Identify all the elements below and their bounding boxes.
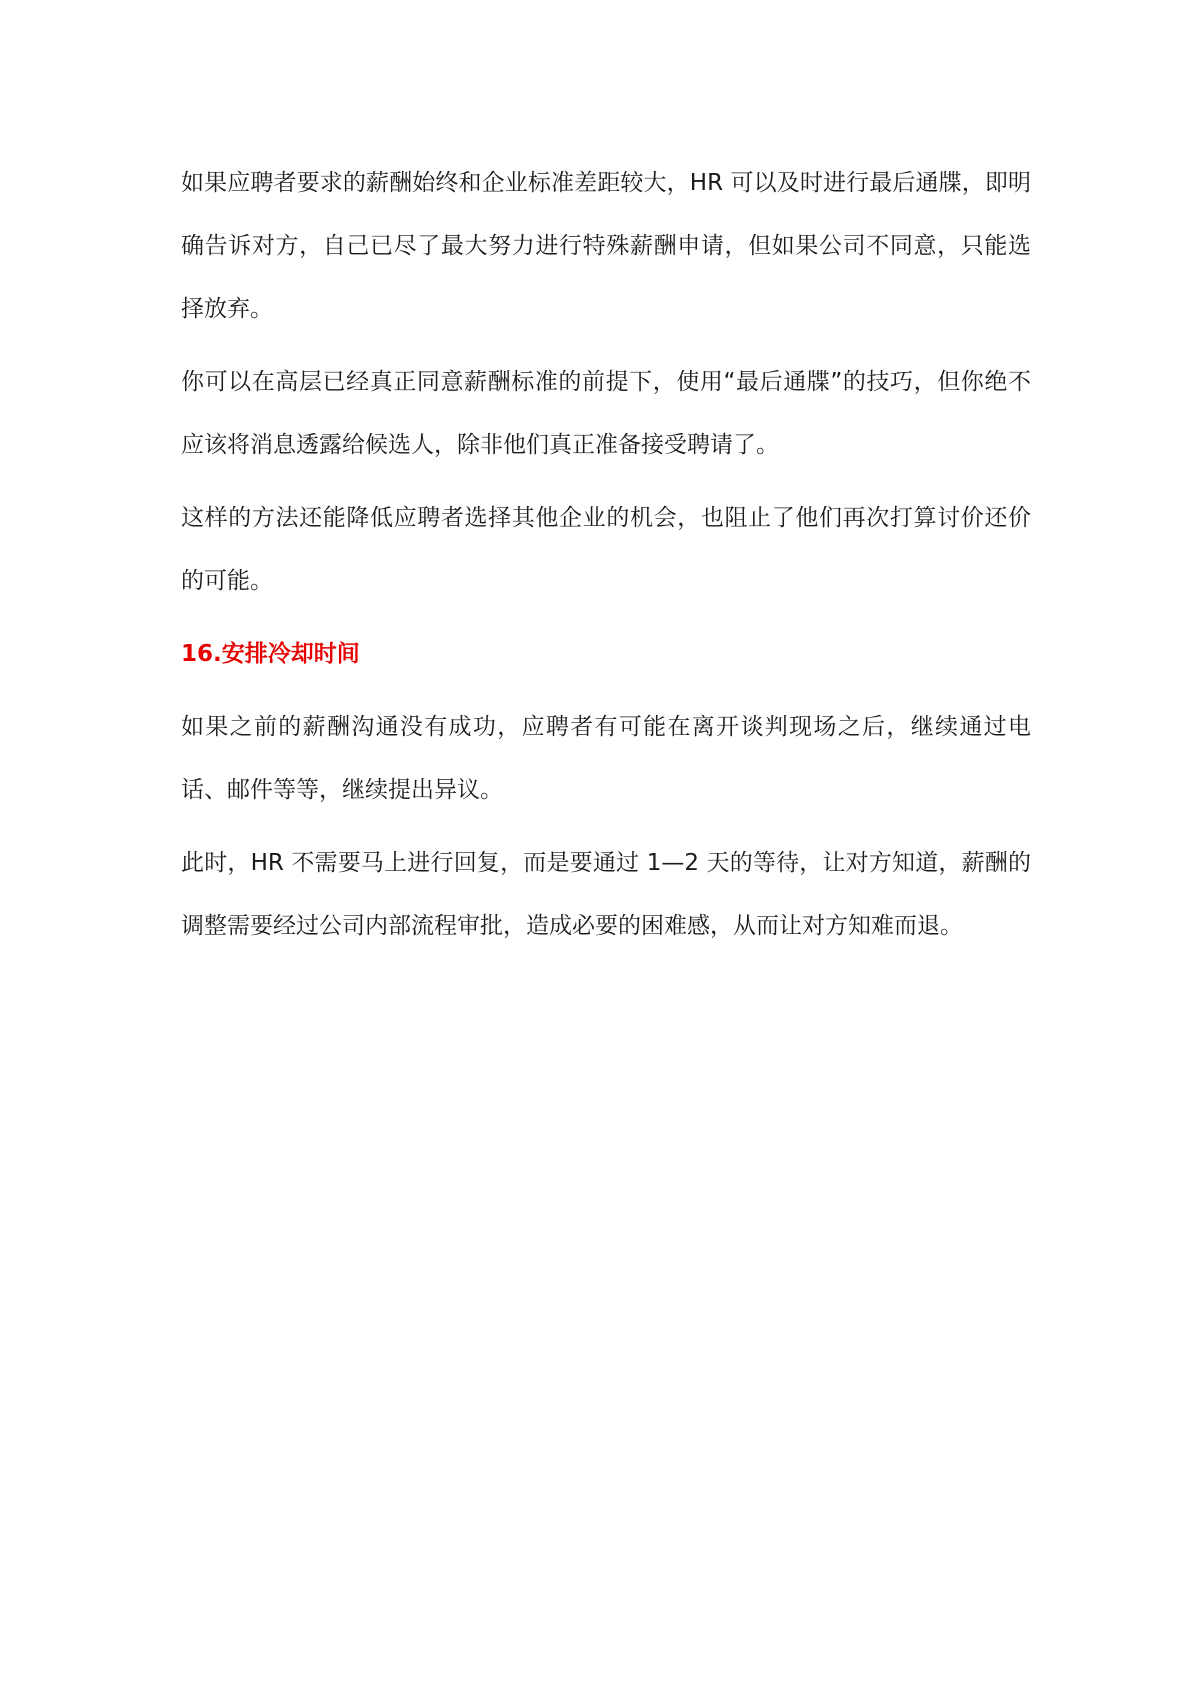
paragraph-ultimatum-benefit: 这样的方法还能降低应聘者选择其他企业的机会，也阻止了他们再次打算讨价还价的可能。 [181, 505, 1031, 594]
document-body [181, 152, 1031, 958]
paragraph-cooling-action: 此时，HR 不需要马上进行回复，而是要通过 1—2 天的等待，让对方知道，薪酬的调整需要经过公司内部流程审批，造成必要的困难感，从而让对方知难而退。 [181, 850, 1031, 939]
section-heading: 16.安排冷却时间 [181, 641, 360, 667]
paragraph-cooling-context: 如果之前的薪酬沟通没有成功，应聘者有可能在离开谈判现场之后，继续通过电话、邮件等等，继续提出异议。 [181, 714, 1031, 803]
paragraph-ultimatum: 如果应聘者要求的薪酬始终和企业标准差距较大，HR 可以及时进行最后通牒，即明确告诉对方，自己已尽了最大努力进行特殊薪酬申请，但如果公司不同意，只能选择放弃。 [181, 170, 1031, 322]
paragraph-ultimatum-caution: 你可以在高层已经真正同意薪酬标准的前提下，使用“最后通牒”的技巧，但你绝不应该将消息透露给候选人，除非他们真正准备接受聘请了。 [181, 369, 1031, 458]
